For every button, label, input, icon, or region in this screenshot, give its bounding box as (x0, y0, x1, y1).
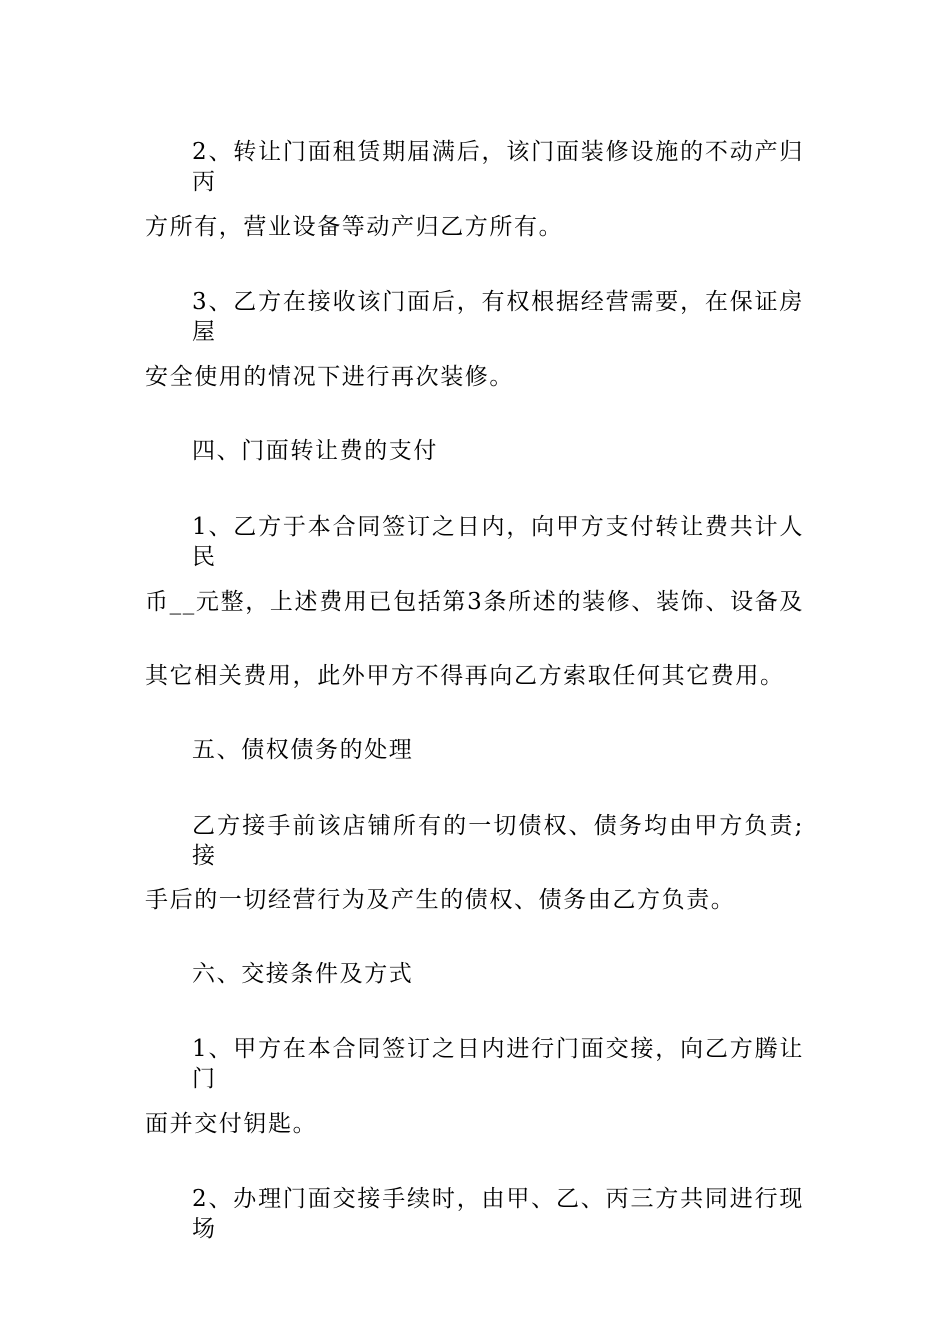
paragraph-line: 其它相关费用，此外甲方不得再向乙方索取任何其它费用。 (145, 663, 785, 689)
section-heading: 六、交接条件及方式 (192, 961, 414, 987)
paragraph-line: 安全使用的情况下进行再次装修。 (145, 364, 514, 390)
paragraph-line: 2、转让门面租赁期届满后，该门面装修设施的不动产归丙 (192, 139, 804, 195)
paragraph-line: 面并交付钥匙。 (145, 1111, 318, 1137)
section-heading: 四、门面转让费的支付 (192, 438, 438, 464)
paragraph-line: 币__元整，上述费用已包括第3条所述的装修、装饰、设备及 (145, 589, 804, 615)
paragraph-line: 1、甲方在本合同签订之日内进行门面交接，向乙方腾让门 (192, 1036, 804, 1092)
paragraph-line: 乙方接手前该店铺所有的一切债权、债务均由甲方负责;接 (192, 813, 804, 869)
paragraph-line: 方所有，营业设备等动产归乙方所有。 (145, 214, 564, 240)
paragraph-line: 手后的一切经营行为及产生的债权、债务由乙方负责。 (145, 887, 736, 913)
paragraph-line: 2、办理门面交接手续时，由甲、乙、丙三方共同进行现场 (192, 1186, 804, 1242)
paragraph-line: 1、乙方于本合同签订之日内，向甲方支付转让费共计人民 (192, 514, 804, 570)
section-heading: 五、债权债务的处理 (192, 737, 414, 763)
paragraph-line: 3、乙方在接收该门面后，有权根据经营需要，在保证房屋 (192, 289, 804, 345)
